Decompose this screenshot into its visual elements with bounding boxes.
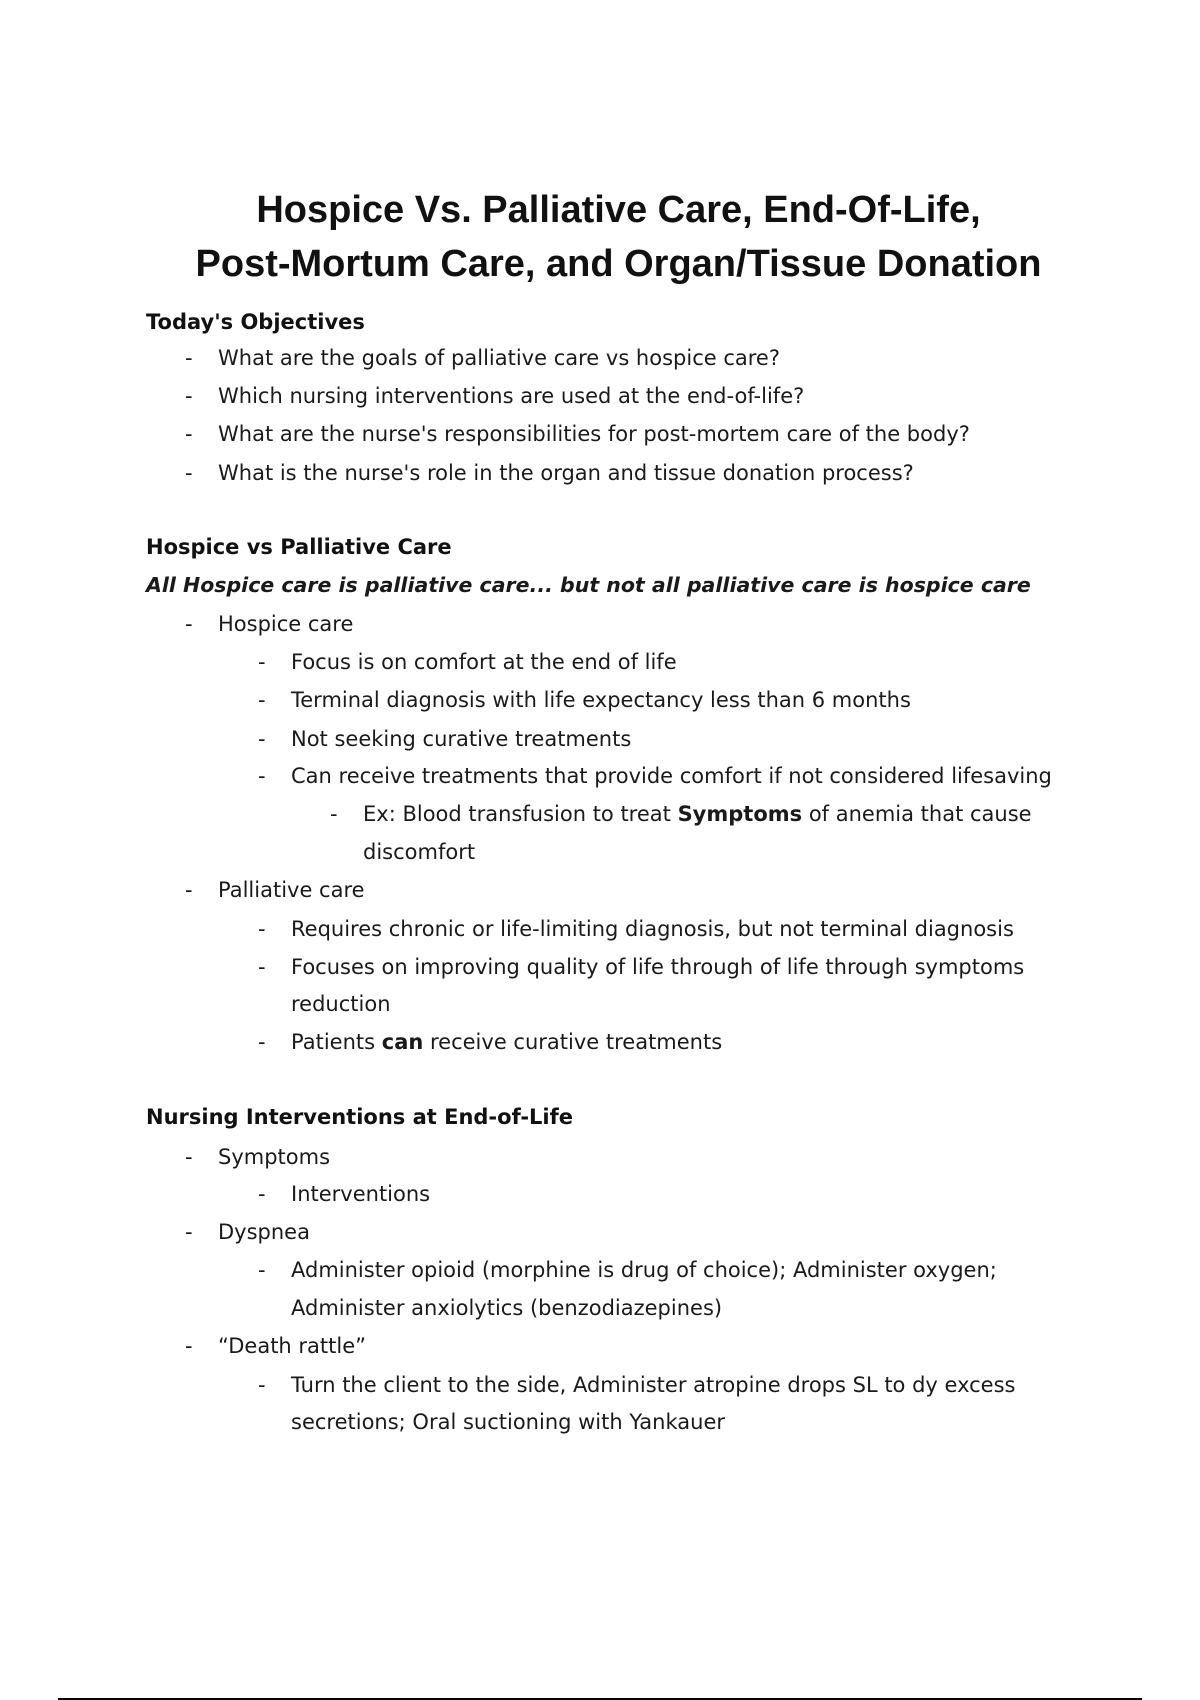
list-item: - What are the nurse's responsibilities for post-mortem care of the body?	[185, 422, 970, 446]
list-item-continuation: reduction	[291, 992, 391, 1016]
list-item: - Not seeking curative treatments	[258, 727, 632, 751]
list-item: - Focuses on improving quality of life through of life through symptoms	[258, 955, 1025, 979]
objectives-heading: Today's Objectives	[146, 310, 365, 334]
list-item-continuation: Administer anxiolytics (benzodiazepines)	[291, 1296, 723, 1320]
list-item: - Administer opioid (morphine is drug of choice); Administer oxygen;	[258, 1258, 997, 1282]
list-item: - Can receive treatments that provide comfort if not considered lifesaving	[258, 764, 1052, 788]
list-item: - What is the nurse's role in the organ and tissue donation process?	[185, 461, 914, 485]
list-item: - Which nursing interventions are used at the end-of-life?	[185, 384, 805, 408]
nursing-interventions-heading: Nursing Interventions at End-of-Life	[146, 1105, 574, 1129]
title-line-2: Post-Mortum Care, and Organ/Tissue Donation	[195, 243, 1042, 285]
list-item: - Ex: Blood transfusion to treat Symptoms of anemia that cause	[330, 802, 1032, 826]
list-item: - What are the goals of palliative care vs hospice care?	[185, 346, 780, 370]
document-title	[0, 183, 1200, 291]
list-item: - Requires chronic or life-limiting diagnosis, but not terminal diagnosis	[258, 917, 1014, 941]
list-item-continuation: discomfort	[363, 840, 476, 864]
hospice-vs-palliative-heading: Hospice vs Palliative Care	[146, 535, 452, 559]
list-item-continuation: secretions; Oral suctioning with Yankauer	[291, 1410, 725, 1434]
hospice-care-item: - Hospice care	[185, 612, 354, 636]
list-item: - Terminal diagnosis with life expectancy less than 6 months	[258, 688, 911, 712]
list-item: - Patients can receive curative treatments	[258, 1030, 723, 1054]
hospice-vs-palliative-subheading: All Hospice care is palliative care... but not all palliative care is hospice care	[146, 573, 1031, 597]
list-item: - Symptoms	[185, 1145, 331, 1169]
dyspnea-item: - Dyspnea	[185, 1220, 310, 1244]
list-item: - Interventions	[258, 1182, 431, 1206]
list-item: - Turn the client to the side, Administer atropine drops SL to dy excess	[258, 1373, 1016, 1397]
palliative-care-item: - Palliative care	[185, 878, 365, 902]
list-item: - Focus is on comfort at the end of life	[258, 650, 677, 674]
title-line-1: Hospice Vs. Palliative Care, End-Of-Life,	[256, 189, 981, 231]
death-rattle-item: - “Death rattle”	[185, 1334, 367, 1358]
